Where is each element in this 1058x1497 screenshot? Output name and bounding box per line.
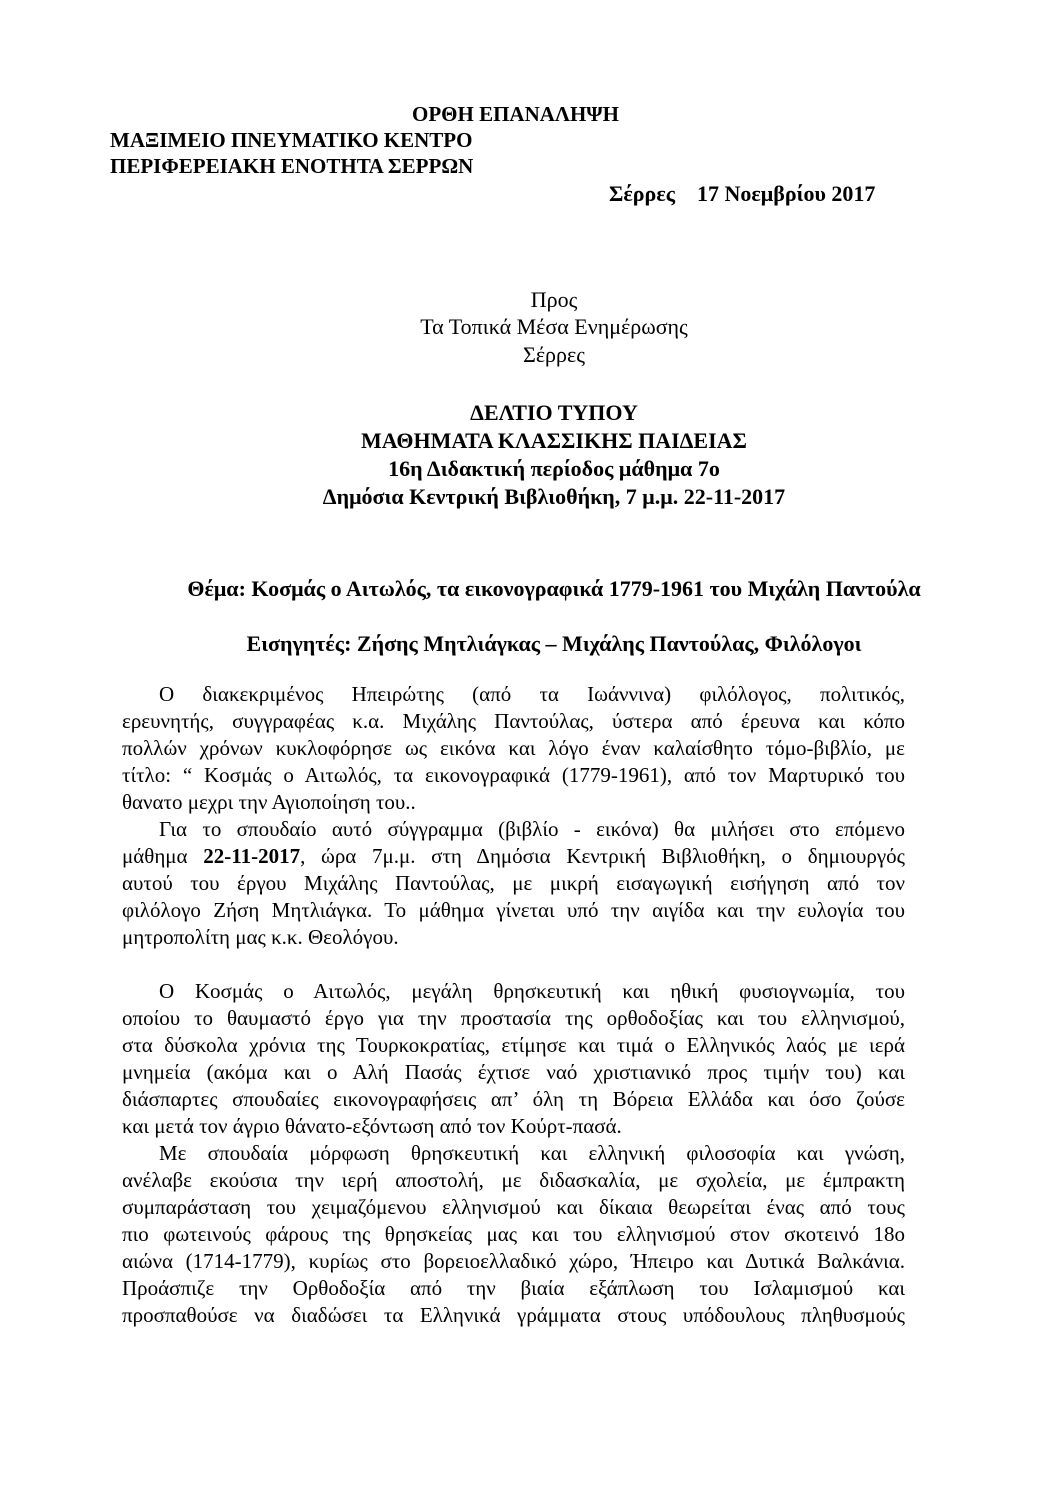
recipient-city: Σέρρες [523,342,585,367]
paragraph-line [122,843,905,870]
paragraph-line: Προάσπιζε την Ορθοδοξία από την βιαία εξάπλωση του Ισλαμισμού και [122,1276,905,1300]
text-run: μάθημα [122,844,204,868]
recipient-to: Προς [530,287,578,312]
paragraph-line: οποίου το θαυμαστό έργο για την προστασία της ορθοδοξίας και του ελληνισμού, [122,1006,905,1030]
paragraph-line: ανέλαβε εκούσια την ιερή αποστολή, με διδασκαλία, με σχολεία, με έμπρακτη [122,1168,905,1192]
paragraph-2 [122,816,905,951]
text-run: , ώρα 7μ.μ. στη Δημόσια Κεντρική Βιβλιοθήκη, ο δημιουργός [300,844,905,868]
paragraph-line: ερευνητής, συγγραφέας κ.α. Μιχάλης Παντούλας, ύστερα από έρευνα και κόπο [122,709,905,733]
paragraph-line: στα δύσκολα χρόνια της Τουρκοκρατίας, ετίμησε και τιμά ο Ελληνικός λαός με ιερά [122,1033,905,1057]
organization-unit: ΠΕΡΙΦΕΡΕΙΑΚΗ ΕΝΟΤΗΤΑ ΣΕΡΡΩΝ [110,154,474,178]
paragraph-line: Για το σπουδαίο αυτό σύγγραμμα (βιβλίο - εικόνα) θα μιλήσει στο επόμενο [159,817,905,841]
dateline-date: 17 Νοεμβρίου 2017 [697,181,876,206]
paragraph-line: και μετά τον άγριο θάνατο-εξόντωση από τον Κούρτ-πασά. [122,1114,622,1138]
paragraph-line: διάσπαρτες σπουδαίες εικονογραφήσεις απ’ όλη τη Βόρεια Ελλάδα και όσο ζούσε [122,1087,905,1111]
paragraph-line: φιλόλογο Ζήση Μητλιάγκα. Το μάθημα γίνεται υπό την αιγίδα και την ευλογία του [122,898,905,922]
paragraph-1 [122,681,905,816]
paragraph-line: πολλών χρόνων κυκλοφόρησε ως εικόνα και λόγο έναν καλαίσθητο τόμο-βιβλίο, με [122,736,905,760]
paragraph-line: αυτού του έργου Μιχάλης Παντούλας, με μικρή εισαγωγική εισήγηση από τον [122,871,905,895]
paragraph-line: Ο Κοσμάς ο Αιτωλός, μεγάλη θρησκευτική και ηθική φυσιογνωμία, του [159,979,905,1003]
press-release-title: ΔΕΛΤΙΟ ΤΥΠΟΥ [470,400,638,425]
paragraph-line: μνημεία (ακόμα και ο Αλή Πασάς έχτισε ναό χριστιανικό προς τιμήν του) και [122,1060,905,1084]
organization-name: ΜΑΞΙΜΕΙΟ ΠΝΕΥΜΑΤΙΚΟ ΚΕΝΤΡΟ [110,128,473,152]
dateline-place: Σέρρες [609,181,676,206]
paragraph-3 [122,978,905,1140]
paragraph-line: Με σπουδαία μόρφωση θρησκευτική και ελληνική φιλοσοφία και γνώση, [159,1141,905,1165]
lesson-date: 22-11-2017 [203,844,301,868]
paragraph-line: μητροπολίτη μας κ.κ. Θεολόγου. [122,925,399,949]
paragraph-line: αιώνα (1714-1779), κυρίως στο βορειοελλαδικό χώρο, Ήπειρο και Δυτικά Βαλκάνια. [122,1249,905,1273]
paragraph-line: προσπαθούσε να διαδώσει τα Ελληνικά γράμματα στους υπόδουλους πληθυσμούς [122,1303,905,1327]
venue-time: Δημόσια Κεντρική Βιβλιοθήκη, 7 μ.μ. 22-11-2017 [322,484,786,509]
dateline [609,180,875,207]
recipient-name: Τα Τοπικά Μέσα Ενημέρωσης [420,314,688,339]
subject-line: Θέμα: Κοσμάς ο Αιτωλός, τα εικονογραφικά 1779-1961 του Μιχάλη Παντούλα [187,576,921,601]
paragraph-line: Ο διακεκριμένος Ηπειρώτης (από τα Ιωάννινα) φιλόλογος, πολιτικός, [159,682,905,706]
course-series-title: ΜΑΘΗΜΑΤΑ ΚΛΑΣΣΙΚΗΣ ΠΑΙΔΕΙΑΣ [361,428,747,453]
paragraph-line: θανατο μεχρι την Αγιοποίηση του.. [122,790,416,814]
paragraph-4 [122,1140,905,1329]
paragraph-line: συμπαράσταση του χειμαζόμενου ελληνισμού και δίκαια θεωρείται ένας από τους [122,1195,905,1219]
paragraph-line: τίτλο: “ Κοσμάς ο Αιτωλός, τα εικονογραφικά (1779-1961), από τον Μαρτυρικό του [122,763,905,787]
reissue-label: ΟΡΘΗ ΕΠΑΝΑΛΗΨΗ [412,102,620,126]
speakers-line: Εισηγητές: Ζήσης Μητλιάγκας – Μιχάλης Παντούλας, Φιλόλογοι [246,631,862,656]
lesson-period: 16η Διδακτική περίοδος μάθημα 7ο [388,456,720,481]
paragraph-line: πιο φωτεινούς φάρους της θρησκείας μας και του ελληνισμού στον σκοτεινό 18ο [122,1222,905,1246]
